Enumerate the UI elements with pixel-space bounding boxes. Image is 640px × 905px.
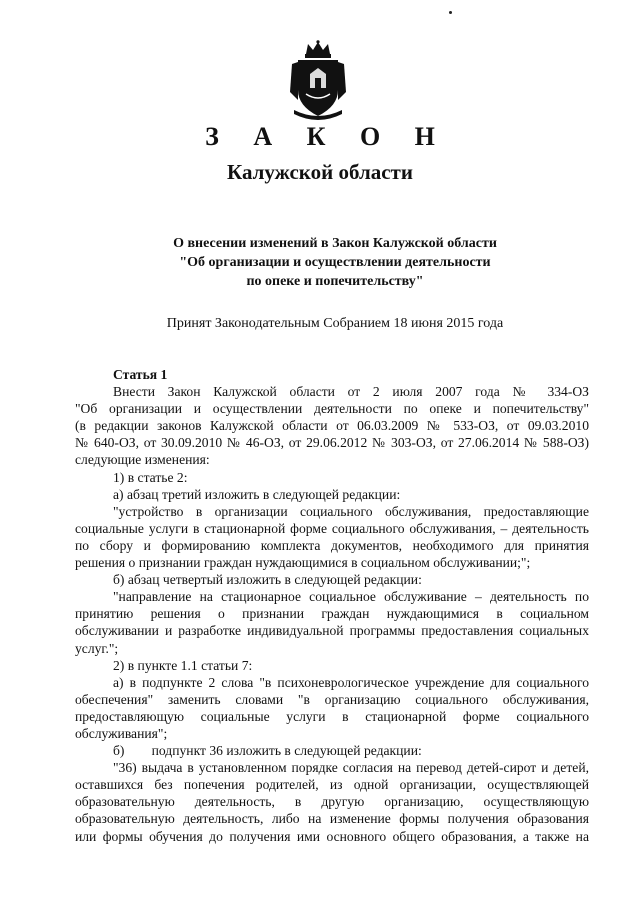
document-body — [75, 366, 589, 845]
body-line: следующие изменения: — [75, 452, 210, 468]
body-line: услуг."; — [75, 640, 119, 656]
body-line: "устройство в организации социального обслуживания, предоставляющие — [113, 503, 589, 519]
body-line: решения о признании граждан нуждающимися в социальном обслуживании;"; — [75, 555, 531, 571]
law-subject — [0, 234, 640, 291]
body-line: б) абзац четвертый изложить в следующей редакции: — [113, 572, 422, 588]
body-line: обслуживания"; — [75, 725, 168, 741]
body-line: (в редакции законов Калужской области от 06.03.2009 № 533-ОЗ, от 09.03.2010 — [75, 418, 589, 434]
body-line: "направление на стационарное социальное обслуживание – деятельность по — [113, 589, 589, 605]
body-line: "36) выдача в установленном порядке согласия на перевод детей-сирот и детей, — [113, 760, 589, 776]
body-line: предоставляющую социальные услуги в стационарной форме социального — [75, 708, 589, 724]
adoption-date: Принят Законодательным Собранием 18 июня 2015 года — [166, 316, 504, 331]
scan-speck — [449, 11, 452, 14]
body-line: социальные услуги в стационарной форме социального обслуживания, – деятельность — [75, 520, 589, 536]
body-line: 2) в пункте 1.1 статьи 7: — [113, 657, 253, 673]
body-line: 1) в статье 2: — [113, 469, 188, 485]
body-line: Внести Закон Калужской области от 2 июля 2007 года № 334-ОЗ — [113, 384, 589, 400]
body-line: обслуживании и разработке индивидуальной программы предоставления социальных — [75, 623, 589, 639]
body-line: образовательную деятельность, либо на изменение формы получения образования — [75, 811, 589, 827]
coat-of-arms-icon — [286, 40, 350, 120]
body-line: "Об организации и осуществлении деятельности по опеке и попечительству" — [75, 401, 589, 417]
body-line: а) в подпункте 2 слова "в психоневрологическое учреждение для социального — [113, 674, 589, 690]
subject-line: "Об организации и осуществлении деятельности — [179, 255, 491, 270]
region-name: Калужской области — [227, 160, 413, 184]
body-line: или формы обучения до получения ими основного общего образования, а также на — [75, 828, 589, 844]
body-line: б) подпункт 36 изложить в следующей редакции: — [113, 743, 422, 759]
article-heading: Статья 1 — [113, 367, 168, 382]
body-line: № 640-ОЗ, от 30.09.2010 № 46-ОЗ, от 29.06.2012 № 303-ОЗ, от 27.06.2014 № 588-ОЗ) — [75, 435, 589, 451]
body-line: образовательную деятельность, в другую организацию, осуществляющую — [75, 794, 589, 810]
body-line: обеспечения" заменить словами "в организацию социального обслуживания, — [75, 691, 589, 707]
body-line: а) абзац третий изложить в следующей редакции: — [113, 486, 401, 502]
body-line: принятию решения о признании граждан нуждающимися в социальном — [75, 606, 589, 622]
subject-line: по опеке и попечительству" — [246, 274, 424, 289]
body-line: по сбору и формированию комплекта документов, необходимого для принятия — [75, 537, 589, 553]
document-title: З А К О Н — [205, 122, 449, 151]
body-line: оставшихся без попечения родителей, из одной организации, осуществляющей — [75, 777, 589, 793]
subject-line: О внесении изменений в Закон Калужской области — [173, 236, 497, 251]
